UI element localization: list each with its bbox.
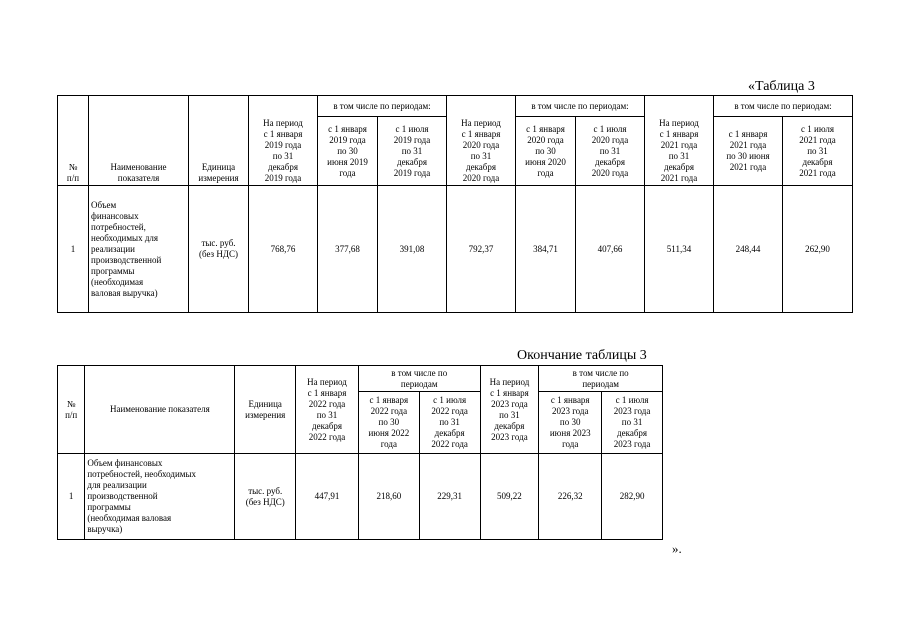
t1-header-2021-h2: с 1 июля 2021 года по 31 декабря 2021 года [783, 117, 853, 186]
t2-header-incl-2022: в том числе по периодам [358, 366, 480, 392]
t1-data-row [58, 186, 853, 313]
t2-header-no: № п/п [58, 366, 85, 454]
t1-header-2019-h1: с 1 января 2019 года по 30 июня 2019 года [318, 117, 378, 186]
t1-cell-2021-h2: 262,90 [783, 186, 853, 313]
table2-caption: Окончание таблицы 3 [517, 348, 647, 363]
t1-cell-unit: тыс. руб. (без НДС) [189, 186, 249, 313]
t1-header-2021-h1: с 1 января 2021 года по 30 июня 2021 года [714, 117, 783, 186]
t2-header-2023-h2: с 1 июля 2023 года по 31 декабря 2023 года [602, 392, 663, 454]
t1-cell-2020-h2: 407,66 [576, 186, 645, 313]
t2-header-unit: Единица измерения [235, 366, 296, 454]
t1-cell-2019-h2: 391,08 [378, 186, 447, 313]
t1-header-incl-2020: в том числе по периодам: [516, 96, 645, 117]
t1-cell-no: 1 [58, 186, 89, 313]
t1-header-incl-2021: в том числе по периодам: [714, 96, 853, 117]
t2-cell-2022: 447,91 [296, 454, 359, 540]
t2-cell-2023-h2: 282,90 [602, 454, 663, 540]
t1-header-2020-h1: с 1 января 2020 года по 30 июня 2020 года [516, 117, 576, 186]
t1-cell-2021-h1: 248,44 [714, 186, 783, 313]
t1-cell-2020-h1: 384,71 [516, 186, 576, 313]
t2-header-name: Наименование показателя [85, 366, 235, 454]
t2-cell-name: Объем финансовых потребностей, необходимых для реализации производственной программы (необходимая валовая выручка) [85, 454, 235, 540]
t2-cell-2022-h2: 229,31 [419, 454, 480, 540]
t2-cell-no: 1 [58, 454, 85, 540]
t1-header-period-2020: На период с 1 января 2020 года по 31 декабря 2020 года [447, 96, 516, 186]
t2-header-2023-h1: с 1 января 2023 года по 30 июня 2023 года [539, 392, 602, 454]
t1-header-unit: Единица измерения [189, 96, 249, 186]
t2-cell-2023: 509,22 [480, 454, 539, 540]
t1-cell-name: Объем финансовых потребностей, необходимых для реализации производственной программы (необходимая валовая выручка) [89, 186, 189, 313]
t1-header-period-2021: На период с 1 января 2021 года по 31 декабря 2021 года [645, 96, 714, 186]
t2-header-incl-2023: в том числе по периодам [539, 366, 663, 392]
t1-cell-2019-h1: 377,68 [318, 186, 378, 313]
t2-cell-2023-h1: 226,32 [539, 454, 602, 540]
t1-header-period-2019: На период с 1 января 2019 года по 31 декабря 2019 года [249, 96, 318, 186]
t2-cell-unit: тыс. руб. (без НДС) [235, 454, 296, 540]
closing-quote-mark: ». [672, 541, 682, 556]
t1-cell-2021: 511,34 [645, 186, 714, 313]
t2-header-period-2022: На период с 1 января 2022 года по 31 декабря 2022 года [296, 366, 359, 454]
t2-header-2022-h1: с 1 января 2022 года по 30 июня 2022 года [358, 392, 419, 454]
t1-header-2020-h2: с 1 июля 2020 года по 31 декабря 2020 года [576, 117, 645, 186]
t2-header-2022-h2: с 1 июля 2022 года по 31 декабря 2022 года [419, 392, 480, 454]
t1-header-2019-h2: с 1 июля 2019 года по 31 декабря 2019 года [378, 117, 447, 186]
t1-cell-2019: 768,76 [249, 186, 318, 313]
table1 [57, 95, 853, 313]
table2 [57, 365, 663, 540]
t1-cell-2020: 792,37 [447, 186, 516, 313]
t1-header-no: № п/п [58, 96, 89, 186]
t1-header-incl-2019: в том числе по периодам: [318, 96, 447, 117]
table1-caption: «Таблица 3 [748, 79, 815, 94]
t2-header-period-2023: На период с 1 января 2023 года по 31 декабря 2023 года [480, 366, 539, 454]
t2-data-row [58, 454, 663, 540]
t1-header-name: Наименование показателя [89, 96, 189, 186]
t2-cell-2022-h1: 218,60 [358, 454, 419, 540]
